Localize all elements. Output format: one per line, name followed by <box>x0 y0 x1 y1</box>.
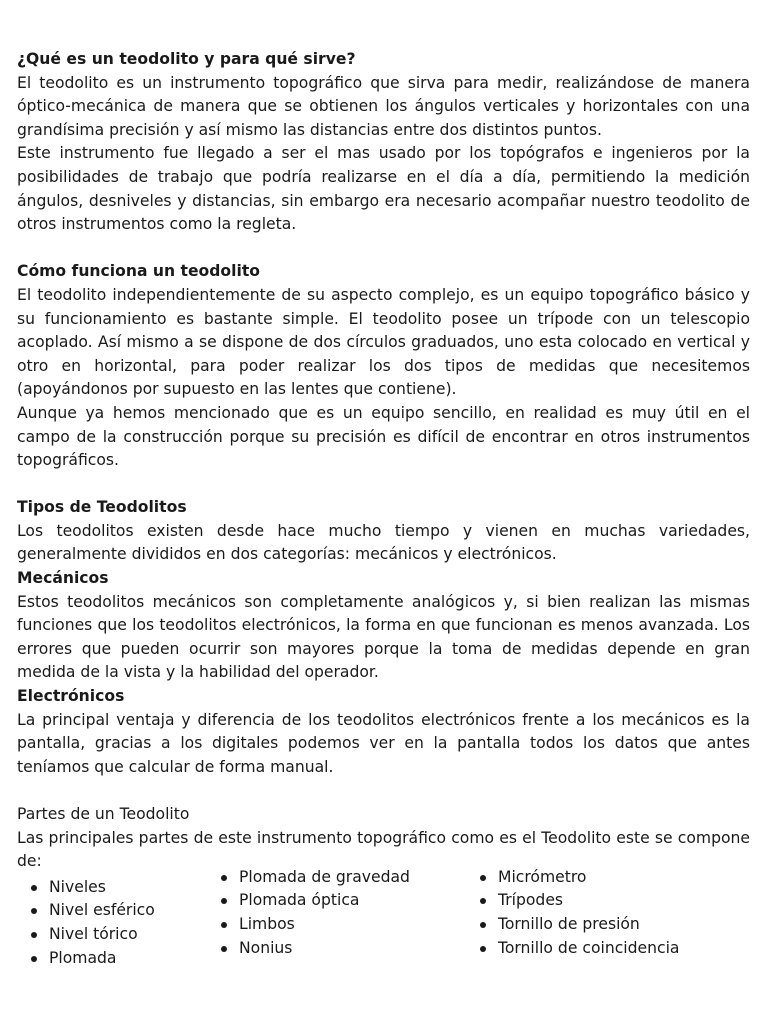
document-page <box>17 48 750 974</box>
list-item: Nonius <box>219 937 410 961</box>
section-partes <box>17 803 750 974</box>
paragraph: Este instrumento fue llegado a ser el mas usado por los topógrafos e ingenieros por la posibilidades de trabajo que podría realizarse en el día a día, permitiendo la medición ángulos, desniveles y distancias, sin embargo era necesario acompañar nuestro teodolito de otros instrumentos como la regleta. <box>17 144 750 234</box>
list-item: Tornillo de coincidencia <box>478 937 679 961</box>
list-item: Tornillo de presión <box>478 913 679 937</box>
list-item: Niveles <box>29 876 155 900</box>
list-item: Nivel esférico <box>29 899 155 923</box>
parts-list-column-3 <box>478 866 679 960</box>
list-item: Plomada de gravedad <box>219 866 410 890</box>
list-item: Nivel tórico <box>29 923 155 947</box>
subsection-heading-electronicos: Electrónicos <box>17 687 125 706</box>
paragraph: Las principales partes de este instrumento topográfico como es el Teodolito este se compone de: <box>17 828 750 871</box>
section-que-es <box>17 48 750 237</box>
section-tipos <box>17 496 750 779</box>
subsection-heading-mecanicos: Mecánicos <box>17 569 109 588</box>
list-item: Plomada <box>29 947 155 971</box>
section-heading: Cómo funciona un teodolito <box>17 262 260 281</box>
list-item: Limbos <box>219 913 410 937</box>
paragraph: Aunque ya hemos mencionado que es un equipo sencillo, en realidad es muy útil en el campo de la construcción porque su precisión es difícil de encontrar en otros instrumentos topográficos. <box>17 403 750 470</box>
section-heading: Tipos de Teodolitos <box>17 498 187 517</box>
paragraph: El teodolito es un instrumento topográfico que sirva para medir, realizándose de manera óptico-mecánica de manera que se obtienen los ángulos verticales y horizontales con una grandísima precisión y así mismo las distancias entre dos distintos puntos. <box>17 73 750 139</box>
paragraph: Estos teodolitos mecánicos son completamente analógicos y, si bien realizan las mismas funciones que los teodolitos electrónicos, la forma en que funcionan es menos avanzada. Los errores que pueden ocurrir son mayores porque la toma de medidas depende en gran medida de la vista y la habilidad del operador. <box>17 592 750 682</box>
section-heading: ¿Qué es un teodolito y para qué sirve? <box>17 50 356 68</box>
paragraph: Los teodolitos existen desde hace mucho tiempo y vienen en muchas variedades, generalmente divididos en dos categorías: mecánicos y electrónicos. <box>17 521 750 564</box>
list-item: Trípodes <box>478 889 679 913</box>
list-item: Plomada óptica <box>219 889 410 913</box>
parts-list-column-2 <box>219 866 410 960</box>
section-heading: Partes de un Teodolito <box>17 805 190 823</box>
parts-list-column-1 <box>29 876 155 970</box>
section-como-funciona <box>17 260 750 472</box>
paragraph: La principal ventaja y diferencia de los teodolitos electrónicos frente a los mecánicos es la pantalla, gracias a los digitales podemos ver en la pantalla todos los datos que antes teníamos que calcular de forma manual. <box>17 710 750 776</box>
paragraph: El teodolito independientemente de su aspecto complejo, es un equipo topográfico básico y su funcionamiento es bastante simple. El teodolito posee un trípode con un telescopio acoplado. Así mismo a se dispone de dos círculos graduados, uno esta colocado en vertical y otro en horizontal, para poder realizar los dos tipos de medidas que necesitemos (apoyándonos por supuesto en las lentes que contiene). <box>17 285 750 399</box>
parts-lists <box>17 867 750 974</box>
list-item: Micrómetro <box>478 866 679 890</box>
